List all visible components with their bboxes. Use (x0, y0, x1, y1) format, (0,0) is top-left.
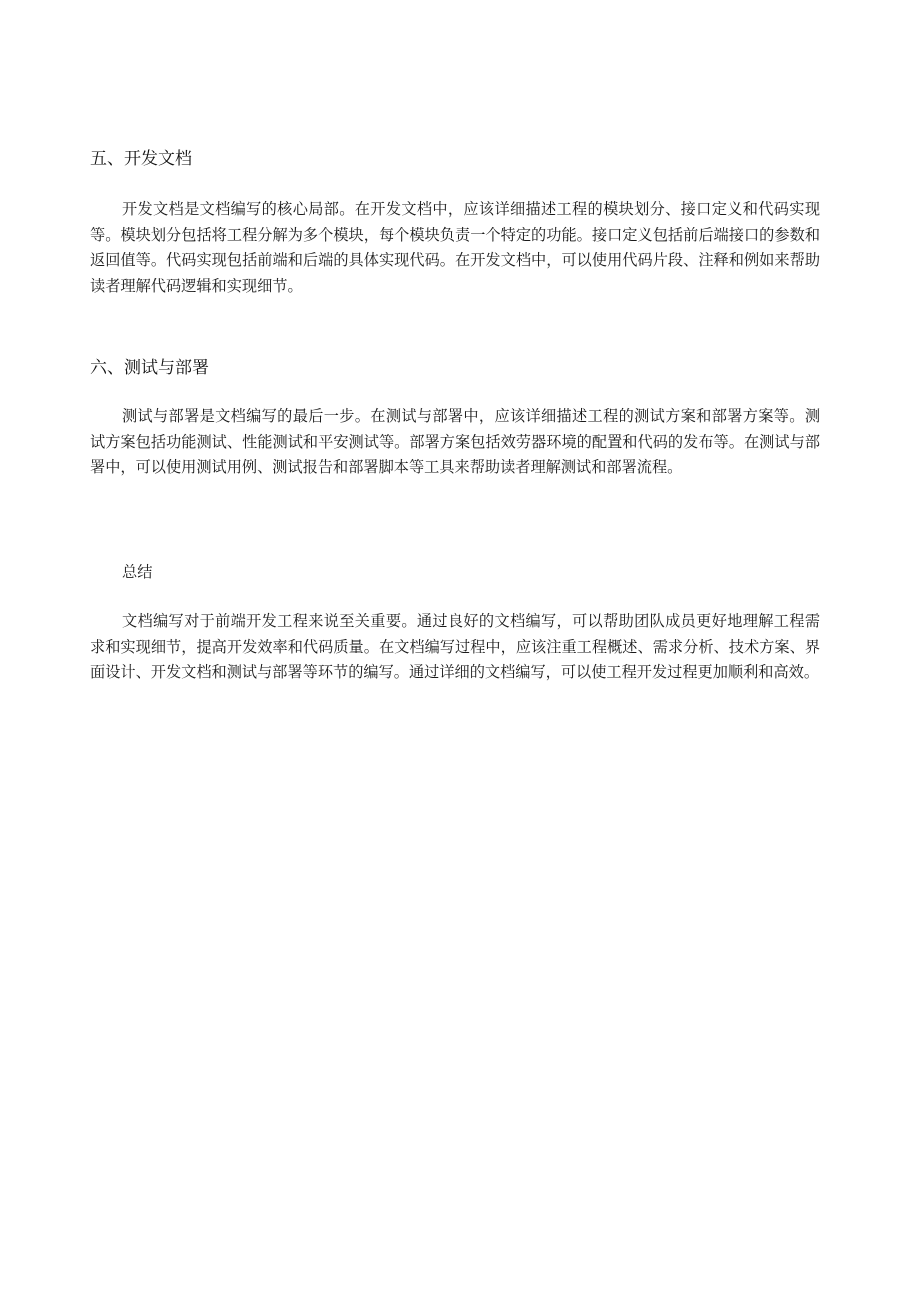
dev-docs-paragraph: 开发文档是文档编写的核心局部。在开发文档中，应该详细描述工程的模块划分、接口定义和代码实现等。模块划分包括将工程分解为多个模块，每个模块负责一个特定的功能。接口定义包括前后端接口的参数和返回值等。代码实现包括前端和后端的具体实现代码。在开发文档中，可以使用代码片段、注释和例如来帮助读者理解代码逻辑和实现细节。 (90, 200, 820, 295)
test-deploy-paragraph: 测试与部署是文档编写的最后一步。在测试与部署中，应该详细描述工程的测试方案和部署方案等。测试方案包括功能测试、性能测试和平安测试等。部署方案包括效劳器环境的配置和代码的发布等。在测试与部署中，可以使用测试用例、测试报告和部署脚本等工具来帮助读者理解测试和部署流程。 (90, 407, 820, 476)
summary-paragraph: 文档编写对于前端开发工程来说至关重要。通过良好的文档编写，可以帮助团队成员更好地理解工程需求和实现细节，提高开发效率和代码质量。在文档编写过程中，应该注重工程概述、需求分析、技术方案、界面设计、开发文档和测试与部署等环节的编写。通过详细的文档编写，可以使工程开发过程更加顺利和高效。 (90, 612, 820, 681)
section-heading-dev-docs: 五、开发文档 (90, 149, 192, 169)
summary-label: 总结 (122, 563, 153, 581)
section-heading-test-deploy: 六、测试与部署 (90, 358, 209, 378)
